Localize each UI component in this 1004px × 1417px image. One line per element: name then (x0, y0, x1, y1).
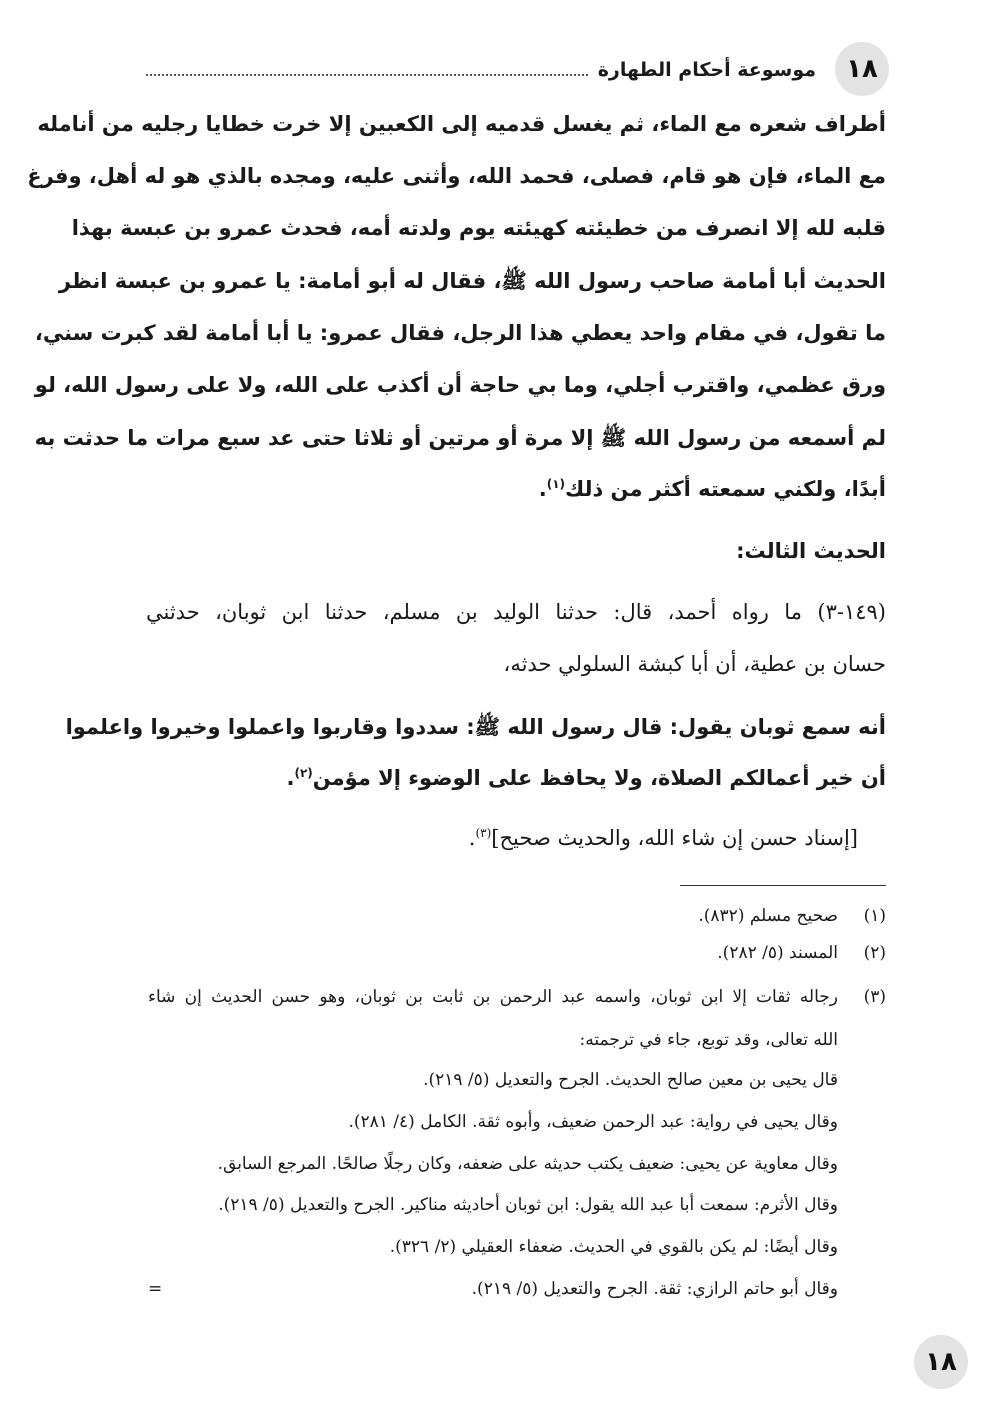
header-page-number: ١٨ (835, 42, 889, 96)
continuation-mark: = (148, 1279, 163, 1299)
header-dotted-line (146, 74, 588, 76)
footnote-3-line: وقال أيضًا: لم يكن بالقوي في الحديث. ضعفاء العقيلي (٢/ ٣٢٦). (389, 1237, 838, 1257)
footer-page-number: ١٨ (914, 1335, 968, 1389)
running-header (146, 50, 826, 90)
footnote-number: (٣) (863, 987, 886, 1007)
narration-line-1: (١٤٩-٣) ما رواه أحمد، قال: حدثنا الوليد بن مسلم، حدثنا ابن ثوبان، حدثني (146, 600, 886, 624)
footnote-number: (٢) (863, 943, 886, 963)
footnote-number: (١) (863, 906, 886, 926)
footnote-text: المسند (٥/ ٢٨٢). (717, 943, 838, 963)
running-title: موسوعة أحكام الطهارة (597, 59, 816, 81)
body-line: مع الماء، فإن هو قام، فصلى، فحمد الله، وأثنى عليه، ومجده بالذي هو له أهل، وفرغ (27, 164, 886, 188)
body-line: أطراف شعره مع الماء، ثم يغسل قدميه إلى الكعبين إلا خرت خطايا رجليه من أنامله (37, 112, 886, 136)
grading-line (469, 826, 858, 850)
footnote-ref-2: (٢) (294, 766, 313, 780)
hadith-line-2 (287, 766, 887, 790)
section-heading: الحديث الثالث: (736, 539, 886, 563)
footnote-3-line: الله تعالى، وقد توبع، جاء في ترجمته: (579, 1030, 838, 1050)
end-punct: . (286, 766, 295, 790)
body-line: قلبه لله إلا انصرف من خطيئته كهيئته يوم ولدته أمه، فحدث عمرو بن عبسة بهذا (71, 216, 886, 240)
body-line: الحديث أبا أمامة صاحب رسول الله ﷺ، فقال له أبو أمامة: يا عمرو بن عبسة انظر (58, 269, 886, 293)
body-line-text: أبدًا، ولكني سمعته أكثر من ذلك (565, 477, 886, 501)
footnote-3-line: وقال معاوية عن يحيى: ضعيف يكتب حديثه على ضعفه، وكان رجلًا صالحًا. المرجع السابق. (217, 1154, 838, 1174)
end-punct: . (538, 477, 547, 501)
hadith-line-2-text: أن خير أعمالكم الصلاة، ولا يحافظ على الوضوء إلا مؤمن (312, 766, 886, 790)
footnote-3-line: وقال يحيى في رواية: عبد الرحمن ضعيف، وأبوه ثقة. الكامل (٤/ ٢٨١). (348, 1112, 838, 1132)
body-line: لم أسمعه من رسول الله ﷺ إلا مرة أو مرتين أو ثلاثا حتى عد سبع مرات ما حدثت به (34, 426, 886, 450)
footnote-text: رجاله ثقات إلا ابن ثوبان، واسمه عبد الرحمن بن ثابت بن ثوبان، وهو حسن الحديث إن شاء (148, 987, 838, 1007)
body-line: ما تقول، في مقام واحد يعطي هذا الرجل، فقال عمرو: يا أبا أمامة لقد كبرت سني، (34, 321, 886, 345)
grading-text: [إسناد حسن إن شاء الله، والحديث صحيح] (491, 826, 858, 850)
hadith-line-1: أنه سمع ثوبان يقول: قال رسول الله ﷺ: سددوا وقاربوا واعملوا وخيروا واعلموا (65, 715, 886, 739)
footnote-3-line: وقال أبو حاتم الرازي: ثقة. الجرح والتعديل (٥/ ٢١٩). (471, 1279, 838, 1299)
body-line: ورق عظمي، واقترب أجلي، وما بي حاجة أن أكذب على الله، ولا على رسول الله، لو (34, 373, 886, 397)
footnote-text: صحيح مسلم (٨٣٢). (698, 906, 838, 926)
footnote-3-line: قال يحيى بن معين صالح الحديث. الجرح والتعديل (٥/ ٢١٩). (423, 1070, 838, 1090)
narration-line-2: حسان بن عطية، أن أبا كبشة السلولي حدثه، (503, 652, 886, 676)
footnote-ref-3: (٣) (475, 826, 492, 840)
end-punct: . (468, 826, 476, 850)
footnote-divider (680, 885, 886, 886)
footnote-ref-1: (١) (546, 477, 566, 491)
body-line-last (539, 477, 886, 501)
footnote-3-line: وقال الأثرم: سمعت أبا عبد الله يقول: ابن ثوبان أحاديثه مناكير. الجرح والتعديل (٥/ ٢١٩). (218, 1195, 838, 1215)
